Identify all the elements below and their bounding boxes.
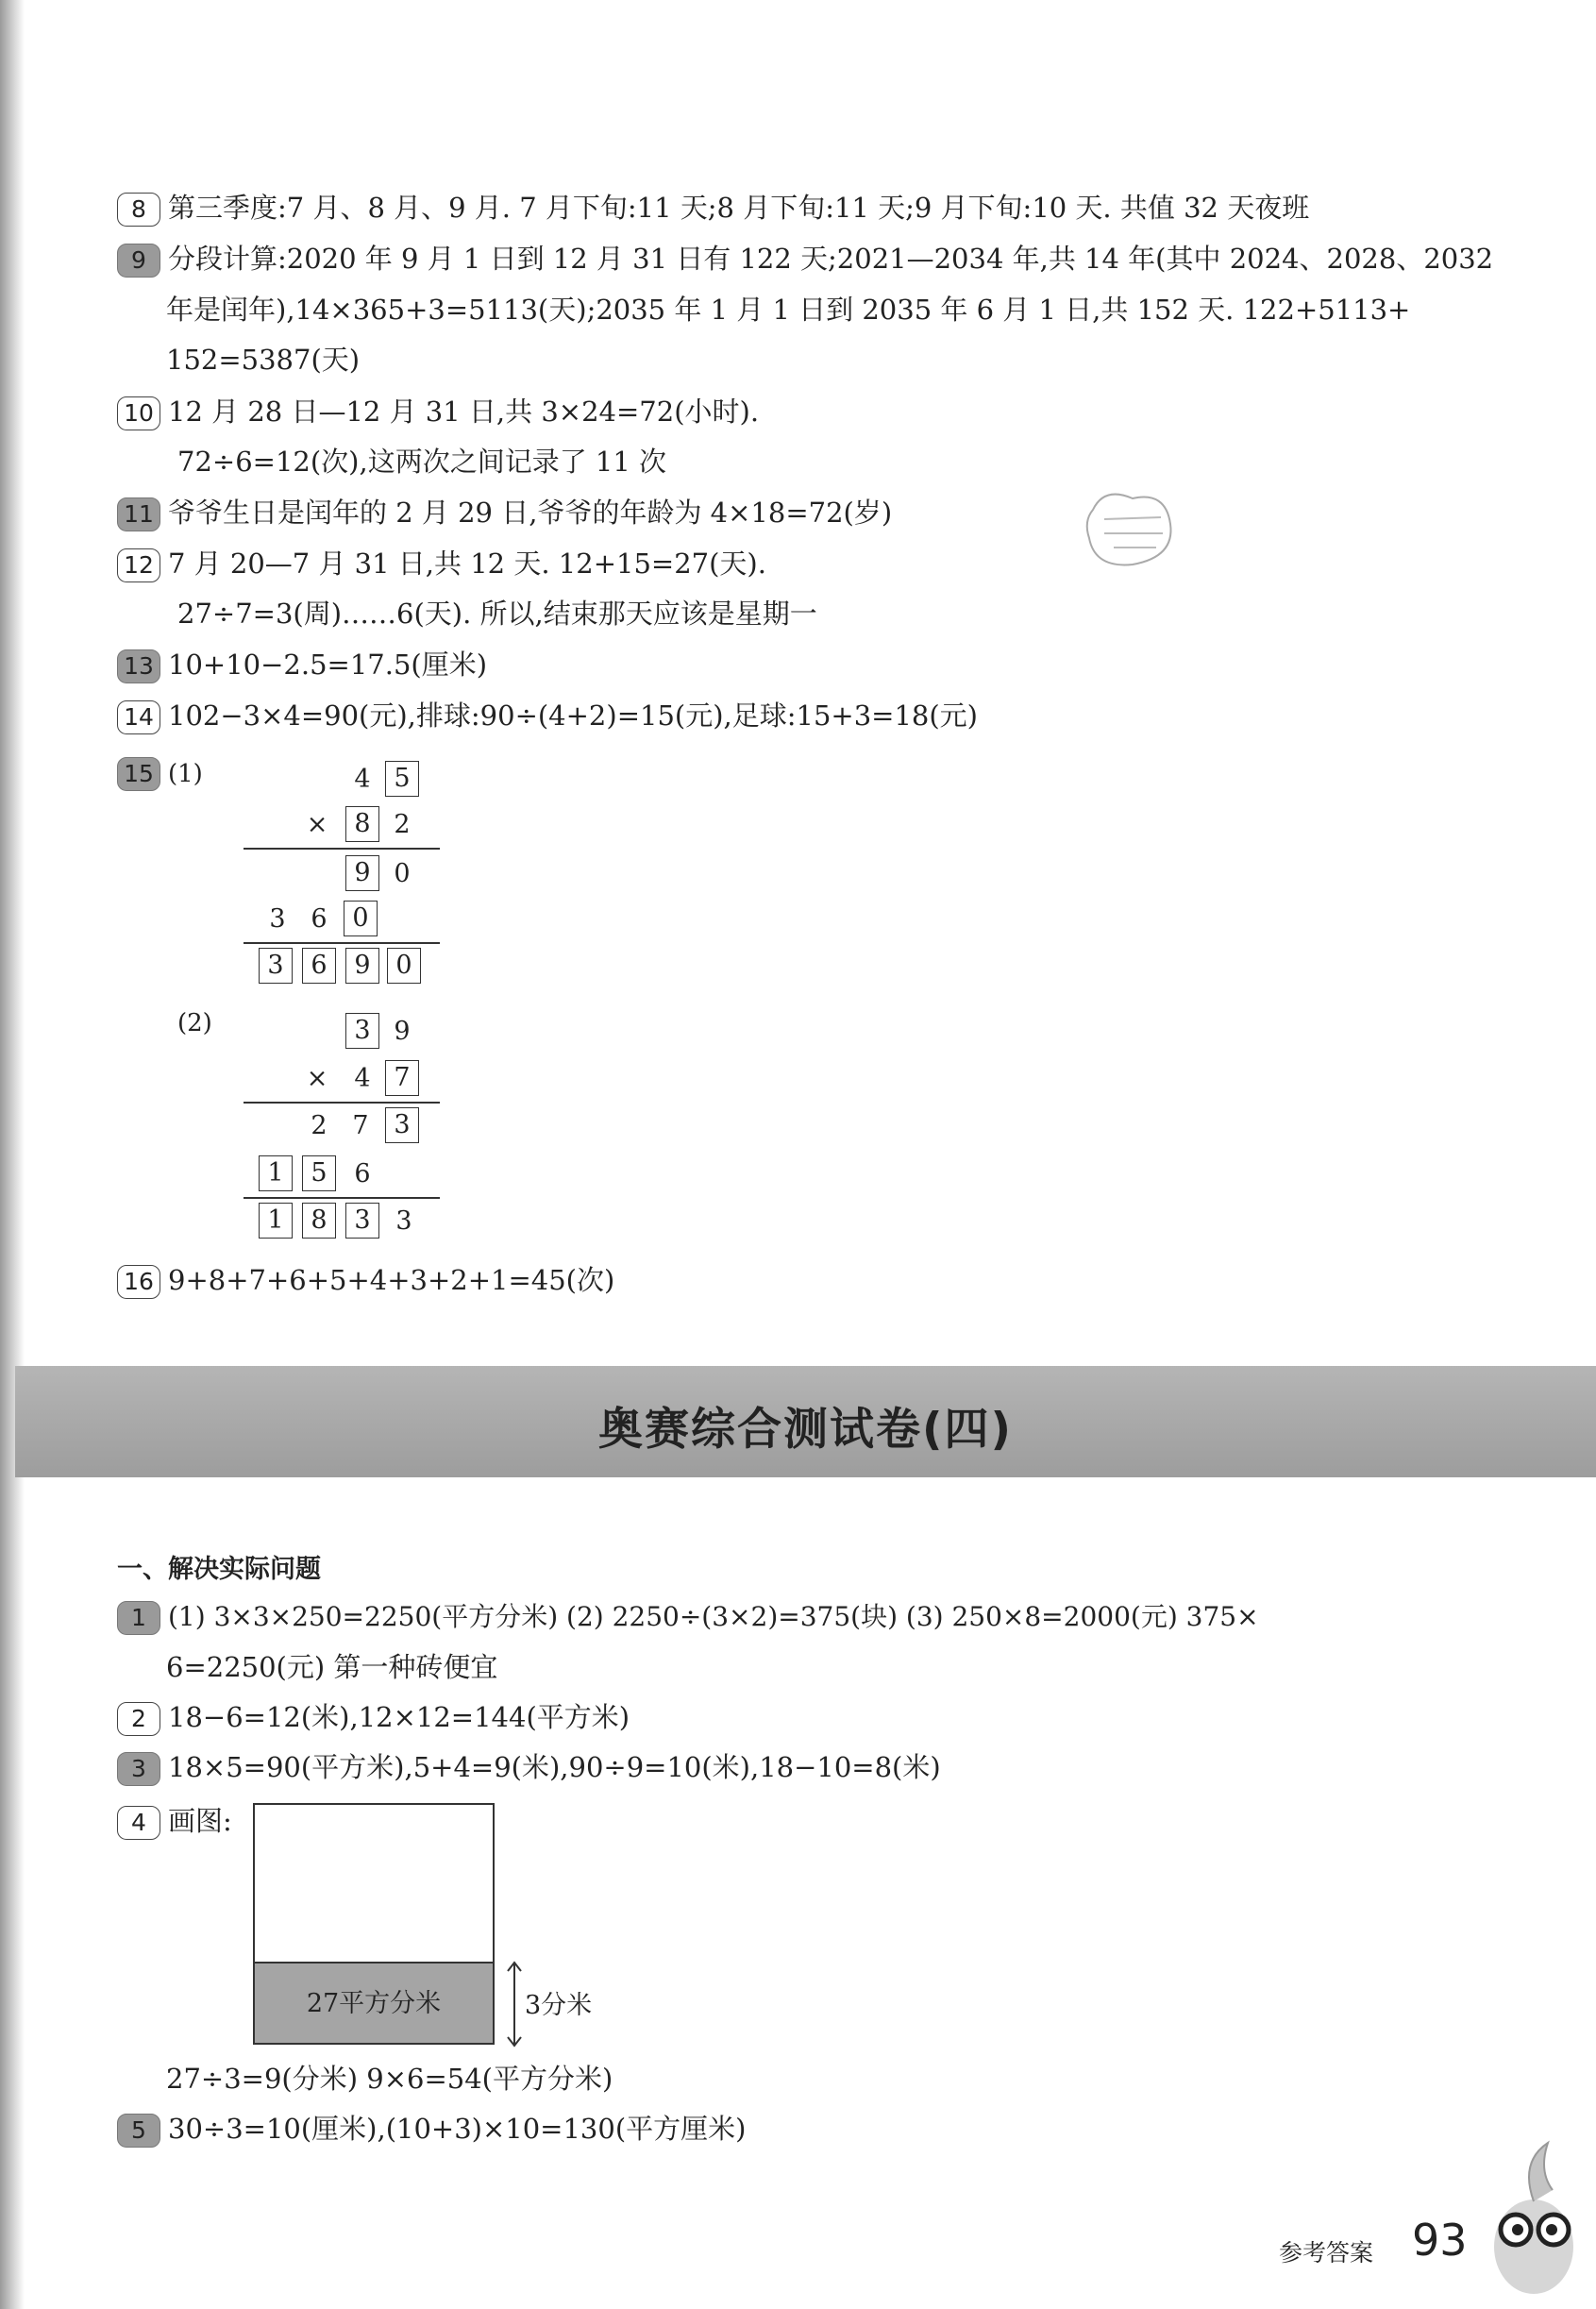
- answer-b4: [117, 1800, 232, 1842]
- answer-number-badge: 14: [117, 700, 160, 734]
- section-title: 一、解决实际问题: [117, 1555, 321, 1584]
- digit: 0: [394, 859, 411, 888]
- answer-number-badge: 9: [117, 244, 160, 278]
- homework-stamp-icon: [1076, 481, 1189, 576]
- answer-12-line2: 27÷7=3(周)……6(天). 所以,结束那天应该是星期一: [177, 598, 817, 630]
- answer-text: 30÷3=10(厘米),(10+3)×10=130(平方厘米): [168, 2113, 747, 2145]
- answer-14: [117, 695, 978, 736]
- answer-text: 9+8+7+6+5+4+3+2+1=45(次): [168, 1264, 615, 1296]
- digit-box: 6: [302, 948, 336, 984]
- answer-text: 102−3×4=90(元),排球:90÷(4+2)=15(元),足球:15+3=18(元): [168, 699, 978, 732]
- digit-box: 9: [345, 948, 379, 984]
- answer-number-badge: 16: [117, 1265, 160, 1299]
- answer-number-badge: 15: [117, 757, 160, 791]
- answer-13: [117, 644, 487, 685]
- digit: 2: [311, 1111, 328, 1140]
- digit: 4: [354, 765, 371, 794]
- rule-line: [244, 848, 440, 850]
- digit-box: 3: [345, 1203, 379, 1239]
- answer-11: [117, 492, 892, 533]
- digit-box: 3: [259, 948, 293, 984]
- part-label: (1): [168, 760, 203, 788]
- answer-16: [117, 1259, 614, 1301]
- digit: 6: [354, 1159, 371, 1188]
- answer-text: (1) 3×3×250=2250(平方分米) (2) 2250÷(3×2)=375(块) (3) 250×8=2000(元) 375×: [168, 1601, 1259, 1632]
- digit: 4: [354, 1064, 371, 1093]
- digit-box: 0: [344, 901, 378, 936]
- answer-text: 7 月 20—7 月 31 日,共 12 天. 12+15=27(天).: [168, 548, 766, 580]
- digit-box: 1: [259, 1155, 293, 1191]
- times-sign: ×: [306, 1064, 328, 1093]
- answer-b1: [117, 1595, 1259, 1638]
- answer-number-badge: 11: [117, 497, 160, 531]
- answer-9-line3: 152=5387(天): [166, 344, 361, 376]
- answer-10-line2: 72÷6=12(次),这两次之间记录了 11 次: [177, 446, 667, 478]
- digit-box: 5: [302, 1155, 336, 1191]
- answer-label: 画图:: [168, 1805, 232, 1837]
- page-edge-shadow: [0, 0, 25, 2309]
- digit-box: 9: [345, 855, 379, 891]
- footer-label: 参考答案: [1279, 2239, 1374, 2267]
- answer-12: [117, 543, 766, 584]
- answer-8: [117, 187, 1309, 228]
- digit-box: 8: [345, 806, 379, 842]
- mascot-icon: [1482, 2124, 1586, 2303]
- digit-box: 5: [385, 761, 419, 797]
- height-label: 3分米: [525, 1991, 593, 2020]
- digit-box: 7: [385, 1060, 419, 1096]
- answer-text: 分段计算:2020 年 9 月 1 日到 12 月 31 日有 122 天;2021—2034 年,共 14 年(其中 2024、2028、2032: [168, 243, 1494, 275]
- area-label: 27平方分米: [306, 1989, 442, 2018]
- digit-box: 3: [385, 1107, 419, 1143]
- answer-b4-after: 27÷3=9(分米) 9×6=54(平方分米): [166, 2063, 613, 2095]
- answer-number-badge: 8: [117, 193, 160, 227]
- answer-10: [117, 391, 759, 432]
- answer-number-badge: 5: [117, 2114, 160, 2148]
- answer-number-badge: 12: [117, 548, 160, 582]
- digit-box: 3: [345, 1013, 379, 1049]
- digit-box: 0: [387, 948, 421, 984]
- times-sign: ×: [306, 810, 328, 839]
- answer-number-badge: 2: [117, 1702, 160, 1736]
- answer-text: 12 月 28 日—12 月 31 日,共 3×24=72(小时).: [168, 396, 760, 428]
- answer-text: 第三季度:7 月、8 月、9 月. 7 月下旬:11 天;8 月下旬:11 天;9 月下旬:10 天. 共值 32 天夜班: [168, 192, 1310, 224]
- answer-number-badge: 4: [117, 1806, 160, 1840]
- digit: 3: [395, 1206, 412, 1236]
- answer-text: 18−6=12(米),12×12=144(平方米): [168, 1701, 630, 1733]
- digit: 6: [311, 904, 328, 934]
- answer-number-badge: 1: [117, 1601, 160, 1635]
- digit: 2: [394, 810, 411, 839]
- answer-text: 18×5=90(平方米),5+4=9(米),90÷9=10(米),18−10=8(米): [168, 1751, 941, 1783]
- digit: 3: [269, 904, 286, 934]
- answer-9: [117, 238, 1493, 279]
- answer-9-line2: 年是闰年),14×365+3=5113(天);2035 年 1 月 1 日到 2035 年 6 月 1 日,共 152 天. 122+5113+: [166, 294, 1411, 326]
- answer-b3: [117, 1746, 941, 1788]
- answer-number-badge: 3: [117, 1752, 160, 1786]
- rule-line: [244, 942, 440, 944]
- answer-15: [117, 751, 203, 795]
- banner-title: 奥赛综合测试卷(四): [598, 1404, 1013, 1456]
- digit: 7: [352, 1111, 369, 1140]
- answer-b2: [117, 1696, 630, 1738]
- part-label-2: (2): [177, 1009, 212, 1037]
- digit: 9: [394, 1017, 411, 1046]
- rule-line: [244, 1102, 440, 1104]
- answer-b1-line2: 6=2250(元) 第一种砖便宜: [166, 1651, 498, 1683]
- page-number: 93: [1412, 2215, 1468, 2266]
- rule-line: [244, 1197, 440, 1199]
- answer-b5: [117, 2108, 746, 2149]
- answer-text: 10+10−2.5=17.5(厘米): [168, 649, 488, 681]
- digit-box: 1: [259, 1203, 293, 1239]
- answer-text: 爷爷生日是闰年的 2 月 29 日,爷爷的年龄为 4×18=72(岁): [168, 497, 893, 529]
- answer-number-badge: 10: [117, 396, 160, 430]
- answer-number-badge: 13: [117, 649, 160, 683]
- section-banner: [15, 1366, 1596, 1477]
- digit-box: 8: [302, 1203, 336, 1239]
